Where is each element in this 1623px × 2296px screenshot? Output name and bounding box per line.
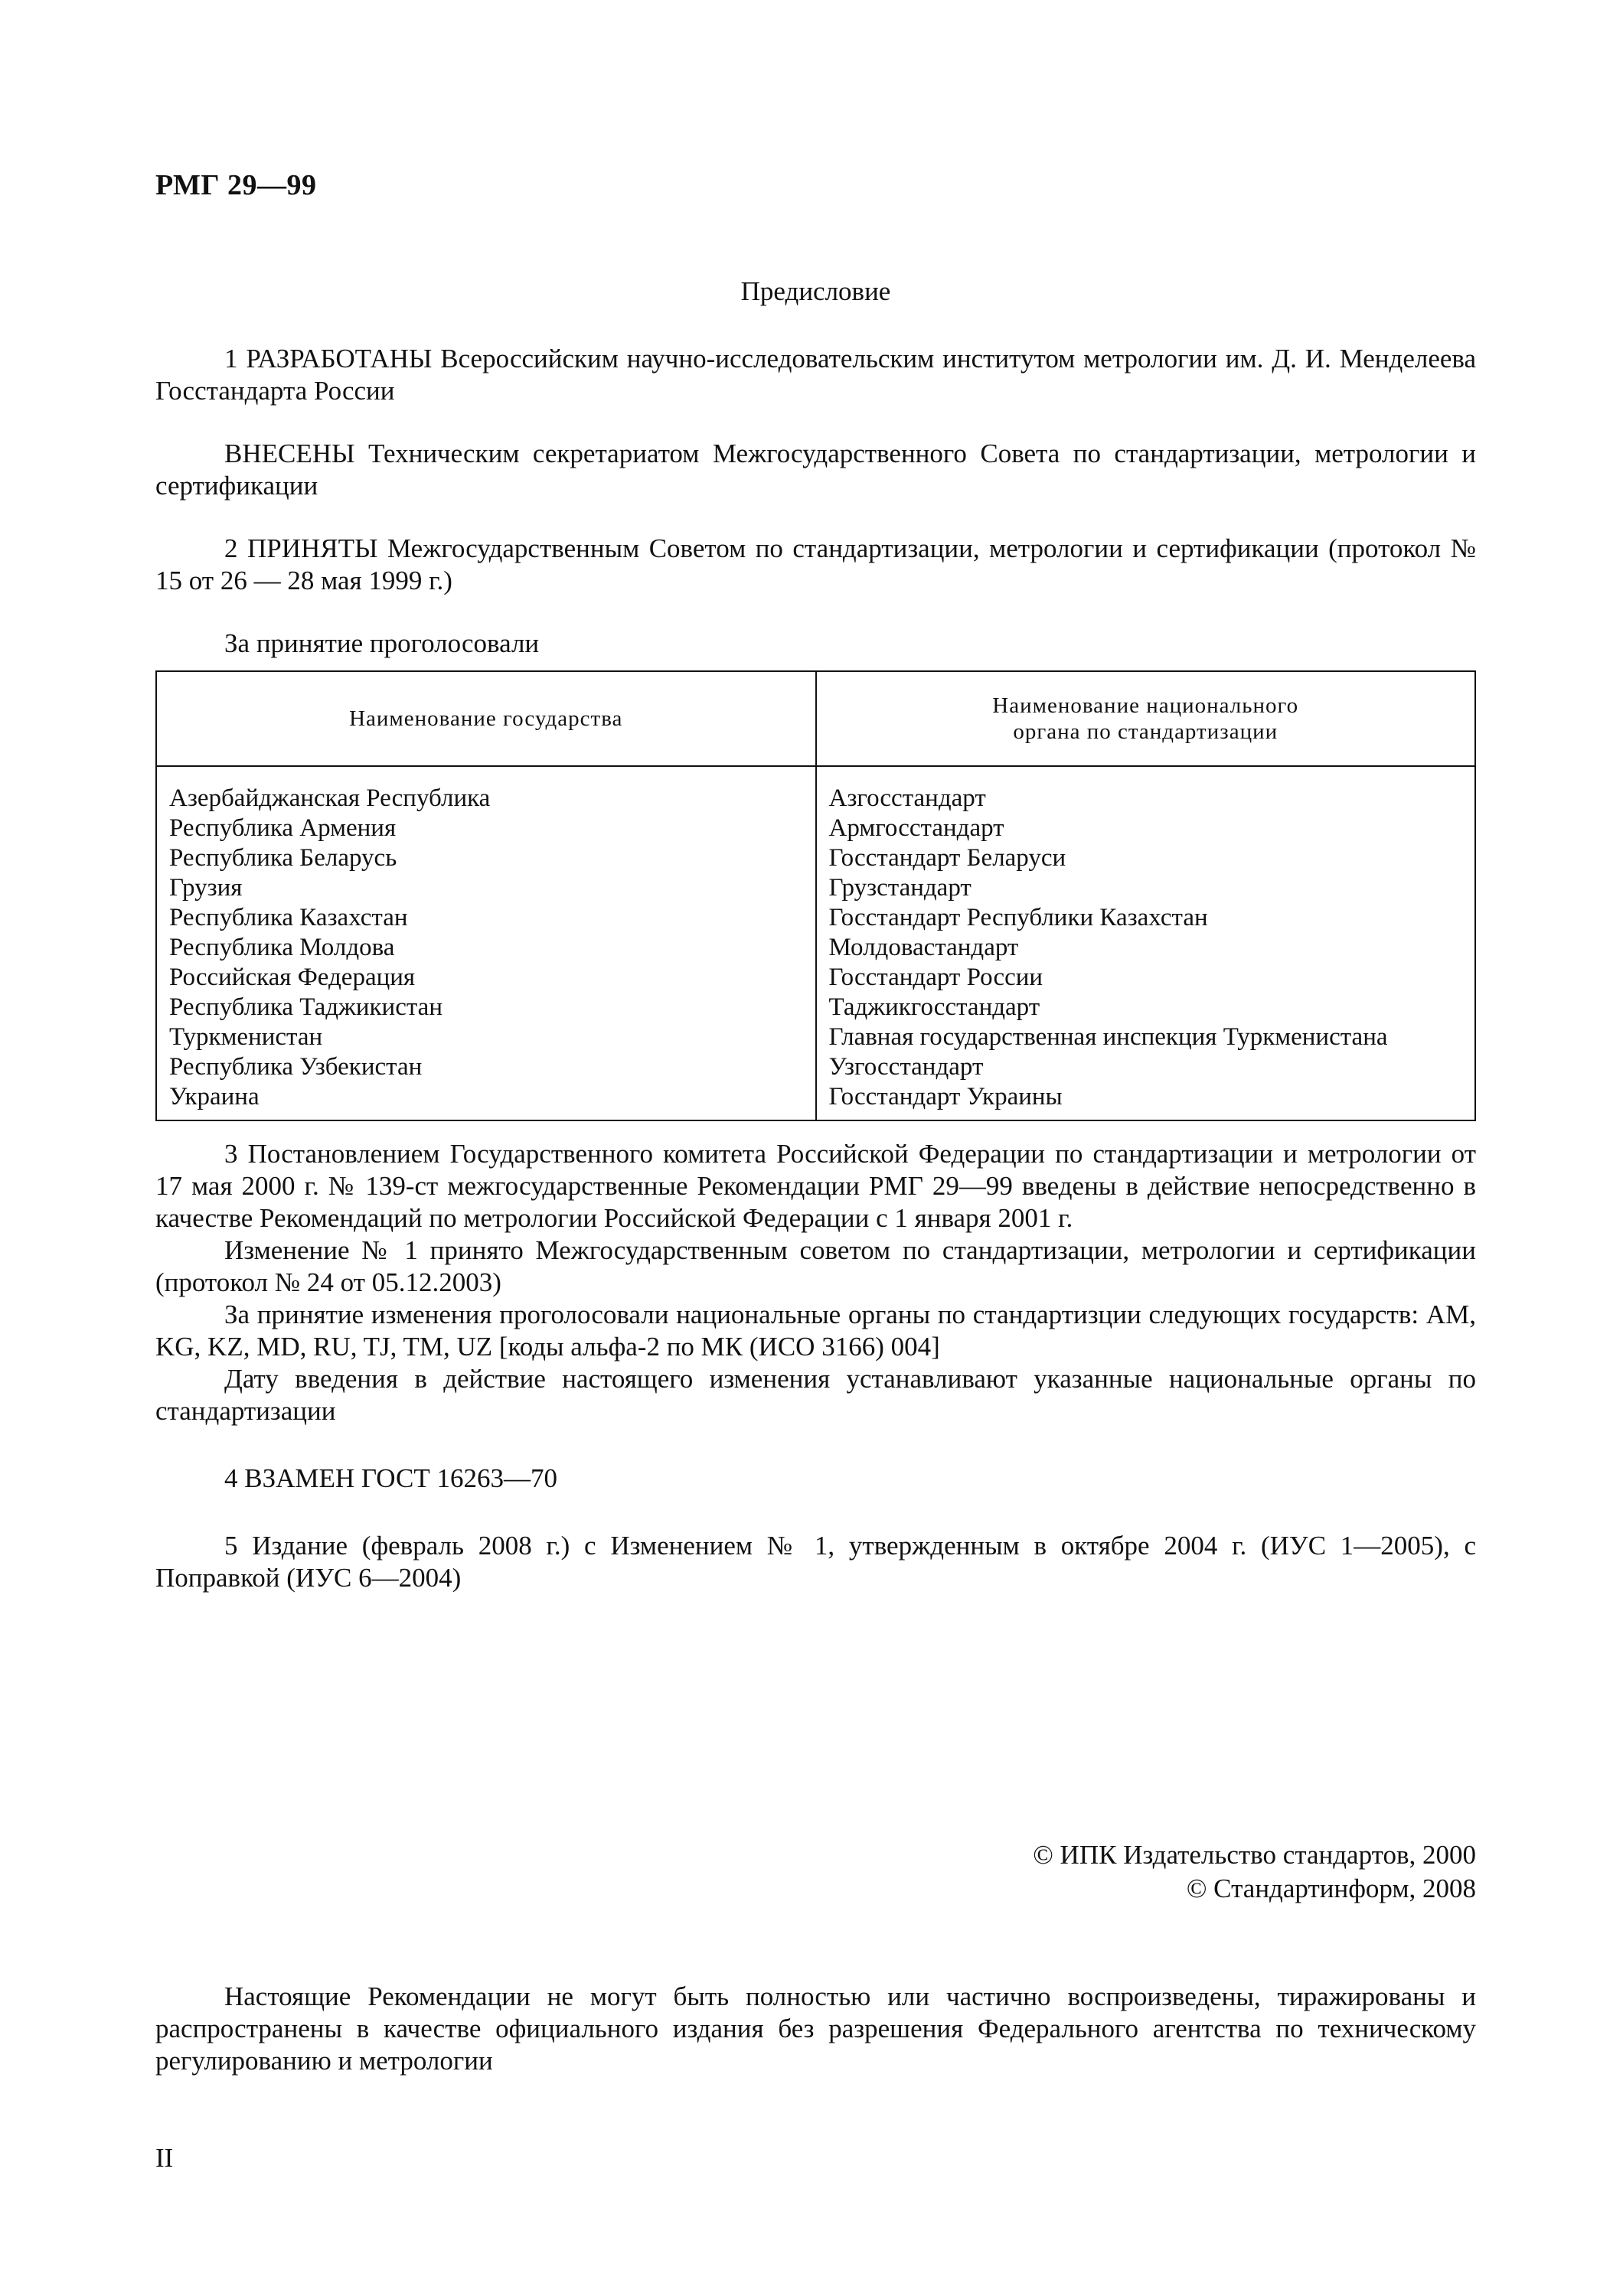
table-row [156, 963, 1475, 993]
body-cell: Таджикгосстандарт [816, 993, 1476, 1022]
document-code-header: РМГ 29—99 [155, 169, 317, 201]
state-cell: Республика Молдова [156, 933, 816, 963]
body-cell: Госстандарт Республики Казахстан [816, 903, 1476, 933]
column-header-body-line2: органа по стандартизации [1013, 719, 1278, 744]
body-cell: Узгосстандарт [816, 1052, 1476, 1082]
state-cell: Грузия [156, 873, 816, 903]
paragraph-submitted: ВНЕСЕНЫ Техническим секретариатом Межгосударственного Совета по стандартизации, метрологии и сертификации [155, 439, 1476, 501]
paragraph-replaces: 4 ВЗАМЕН ГОСТ 16263—70 [224, 1463, 557, 1493]
paragraph-developed: 1 РАЗРАБОТАНЫ Всероссийским научно-исследовательским институтом метрологии им. Д. И. Менделеева Госстандарта России [155, 344, 1476, 406]
body-cell: Госстандарт Беларуси [816, 843, 1476, 873]
paragraph-adopted: 2 ПРИНЯТЫ Межгосударственным Советом по стандартизации, метрологии и сертификации (протокол № 15 от 26 — 28 мая 1999 г.) [155, 533, 1476, 595]
table-row [156, 766, 1475, 814]
table-row [156, 1082, 1475, 1120]
table-row [156, 1022, 1475, 1052]
column-header-body [816, 671, 1476, 766]
paragraph-amendment-voters: За принятие изменения проголосовали национальные органы по стандартизции следующих государств: AM, KG, KZ, MD, RU, TJ, TM, UZ [коды альфа-2 по МК (ИСО 3166) 004] [155, 1300, 1476, 1362]
preface-title: Предисловие [740, 276, 891, 306]
table-row [156, 814, 1475, 843]
state-cell: Республика Таджикистан [156, 993, 816, 1022]
table-row [156, 1052, 1475, 1082]
state-cell: Азербайджанская Республика [156, 766, 816, 814]
page-number: II [155, 2143, 174, 2173]
table-row [156, 933, 1475, 963]
paragraph-amendment: Изменение № 1 принято Межгосударственным советом по стандартизации, метрологии и сертификации (протокол № 24 от 05.12.2003) [155, 1235, 1476, 1297]
state-cell: Республика Армения [156, 814, 816, 843]
table-row [156, 873, 1475, 903]
state-cell: Украина [156, 1082, 816, 1120]
body-cell: Молдовастандарт [816, 933, 1476, 963]
state-cell: Республика Казахстан [156, 903, 816, 933]
paragraph-edition: 5 Издание (февраль 2008 г.) с Изменением № 1, утвержденным в октябре 2004 г. (ИУС 1—2005), с Поправкой (ИУС 6—2004) [155, 1531, 1476, 1593]
table-row [156, 993, 1475, 1022]
voting-states-table [155, 670, 1476, 1121]
column-header-body-line1: Наименование национального [992, 693, 1299, 718]
body-cell: Азгосстандарт [816, 766, 1476, 814]
paragraph-resolution: 3 Постановлением Государственного комитета Российской Федерации по стандартизации и метрологии от 17 мая 2000 г. № 139-ст межгосударственные Рекомендации РМГ 29—99 введены в действие непосредственно в качестве Рекомендаций по метрологии Российской Федерации с 1 января 2001 г. [155, 1139, 1476, 1233]
copyright-block [1033, 1838, 1476, 1906]
state-cell: Республика Беларусь [156, 843, 816, 873]
body-cell: Госстандарт Украины [816, 1082, 1476, 1120]
state-cell: Российская Федерация [156, 963, 816, 993]
preface-content [155, 276, 1476, 1594]
copyright-line: © Стандартинформ, 2008 [1186, 1874, 1476, 1903]
table-row [156, 903, 1475, 933]
body-cell: Армгосстандарт [816, 814, 1476, 843]
body-cell: Госстандарт России [816, 963, 1476, 993]
paragraph-effective-date: Дату введения в действие настоящего изменения устанавливают указанные национальные органы по стандартизации [155, 1364, 1476, 1426]
reproduction-notice: Настоящие Рекомендации не могут быть полностью или частично воспроизведены, тиражированы и распространены в качестве официального издания без разрешения Федерального агентства по техническому регулированию и метрологии [155, 1981, 1476, 2076]
body-cell: Главная государственная инспекция Туркменистана [816, 1022, 1476, 1052]
state-cell: Туркменистан [156, 1022, 816, 1052]
copyright-line: © ИПК Издательство стандартов, 2000 [1033, 1840, 1476, 1870]
voted-caption: За принятие проголосовали [224, 628, 540, 658]
column-header-state: Наименование государства [156, 671, 816, 766]
table-row [156, 843, 1475, 873]
table-header-row [156, 671, 1475, 766]
state-cell: Республика Узбекистан [156, 1052, 816, 1082]
body-cell: Грузстандарт [816, 873, 1476, 903]
